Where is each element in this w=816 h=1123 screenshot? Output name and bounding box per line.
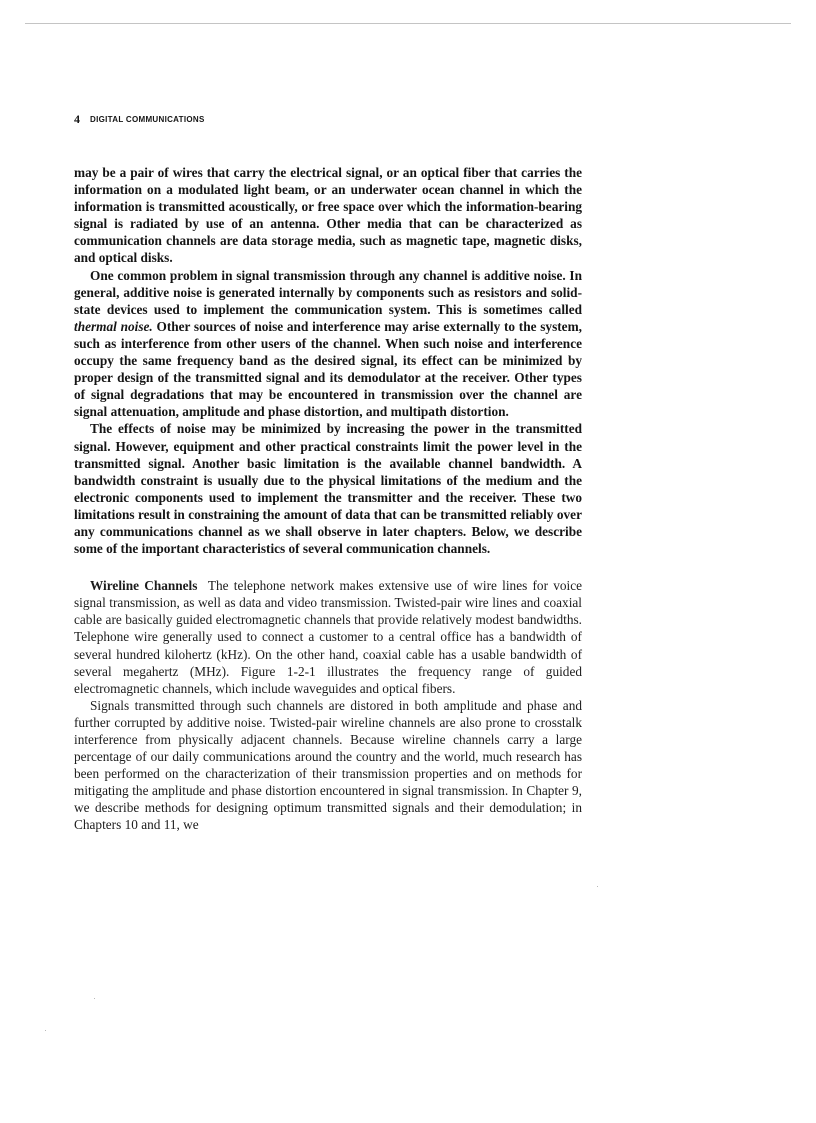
paragraph-additive-noise-text-start: One common problem in signal transmission through any channel is additive noise. In general, additive noise is generated internally by components such as resistors and solid-state devices used to implement the communication system. This is sometimes called bbox=[74, 267, 582, 317]
scan-speck bbox=[597, 886, 598, 887]
paragraph-additive-noise-text-end: Other sources of noise and interference may arise externally to the system, such as interference from other users of the channel. When such noise and interference occupy the same frequency band as the desired signal, its effect can be minimized by proper design of the transmitted signal and its demodulator at the receiver. Other types of signal degradations that may be encountered in transmission over the channel are signal attenuation, amplitude and phase distortion, and multipath distortion. bbox=[74, 318, 582, 420]
page-body bbox=[74, 164, 582, 834]
paragraph-power-bandwidth-limits: The effects of noise may be minimized by increasing the power in the transmitted signal. However, equipment and other practical constraints limit the power level in the transmitted signal. Another basic limitation is the available channel bandwidth. A bandwidth constraint is usually due to the physical limitations of the medium and the electronic components used to implement the transmitter and the receiver. These two limitations result in constraining the amount of data that can be transmitted reliably over any communications channel as we shall observe in later chapters. Below, we describe some of the important characteristics of several communication channels. bbox=[74, 421, 582, 557]
scan-speck bbox=[45, 1030, 46, 1031]
paragraph-wireline-text: The telephone network makes extensive use of wire lines for voice signal transmission, as well as data and video transmission. Twisted-pair wire lines and coaxial cable are basically guided electromagnetic channels that provide relatively modest bandwidths. Telephone wire generally used to connect a customer to a central office has a bandwidth of several hundred kilohertz (kHz). On the other hand, coaxial cable has a usable bandwidth of several megahertz (MHz). Figure 1-2-1 illustrates the frequency range of guided electromagnetic channels, which include waveguides and optical fibers. bbox=[74, 578, 583, 696]
term-thermal-noise: thermal noise. bbox=[74, 318, 153, 334]
paragraph-wireline-channels bbox=[74, 577, 582, 697]
page-number: 4 bbox=[74, 112, 81, 126]
scan-top-edge-rule bbox=[25, 23, 791, 24]
paragraph-wireline-distortion: Signals transmitted through such channels are distored in both amplitude and phase and further corrupted by additive noise. Twisted-pair wireline channels are also prone to crosstalk interference from physically adjacent channels. Because wireline channels carry a large percentage of our daily communications around the country and the world, much research has been performed on the characterization of their transmission properties and on methods for mitigating the amplitude and phase distortion encountered in signal transmission. In Chapter 9, we describe methods for designing optimum transmitted signals and their demodulation; in Chapters 10 and 11, we bbox=[74, 697, 582, 833]
running-header bbox=[74, 112, 205, 127]
paragraph-channel-media: may be a pair of wires that carry the electrical signal, or an optical fiber that carries the information on a modulated light beam, or an underwater ocean channel in which the information is transmitted acoustically, or free space over which the information-bearing signal is radiated by use of an antenna. Other media that can be characterized as communication channels are data storage media, such as magnetic tape, magnetic disks, and optical disks. bbox=[74, 165, 582, 266]
scan-speck bbox=[94, 998, 95, 999]
running-title: DIGITAL COMMUNICATIONS bbox=[90, 115, 205, 124]
section-heading-wireline-channels: Wireline Channels bbox=[90, 578, 198, 594]
paragraph-additive-noise bbox=[74, 267, 582, 421]
